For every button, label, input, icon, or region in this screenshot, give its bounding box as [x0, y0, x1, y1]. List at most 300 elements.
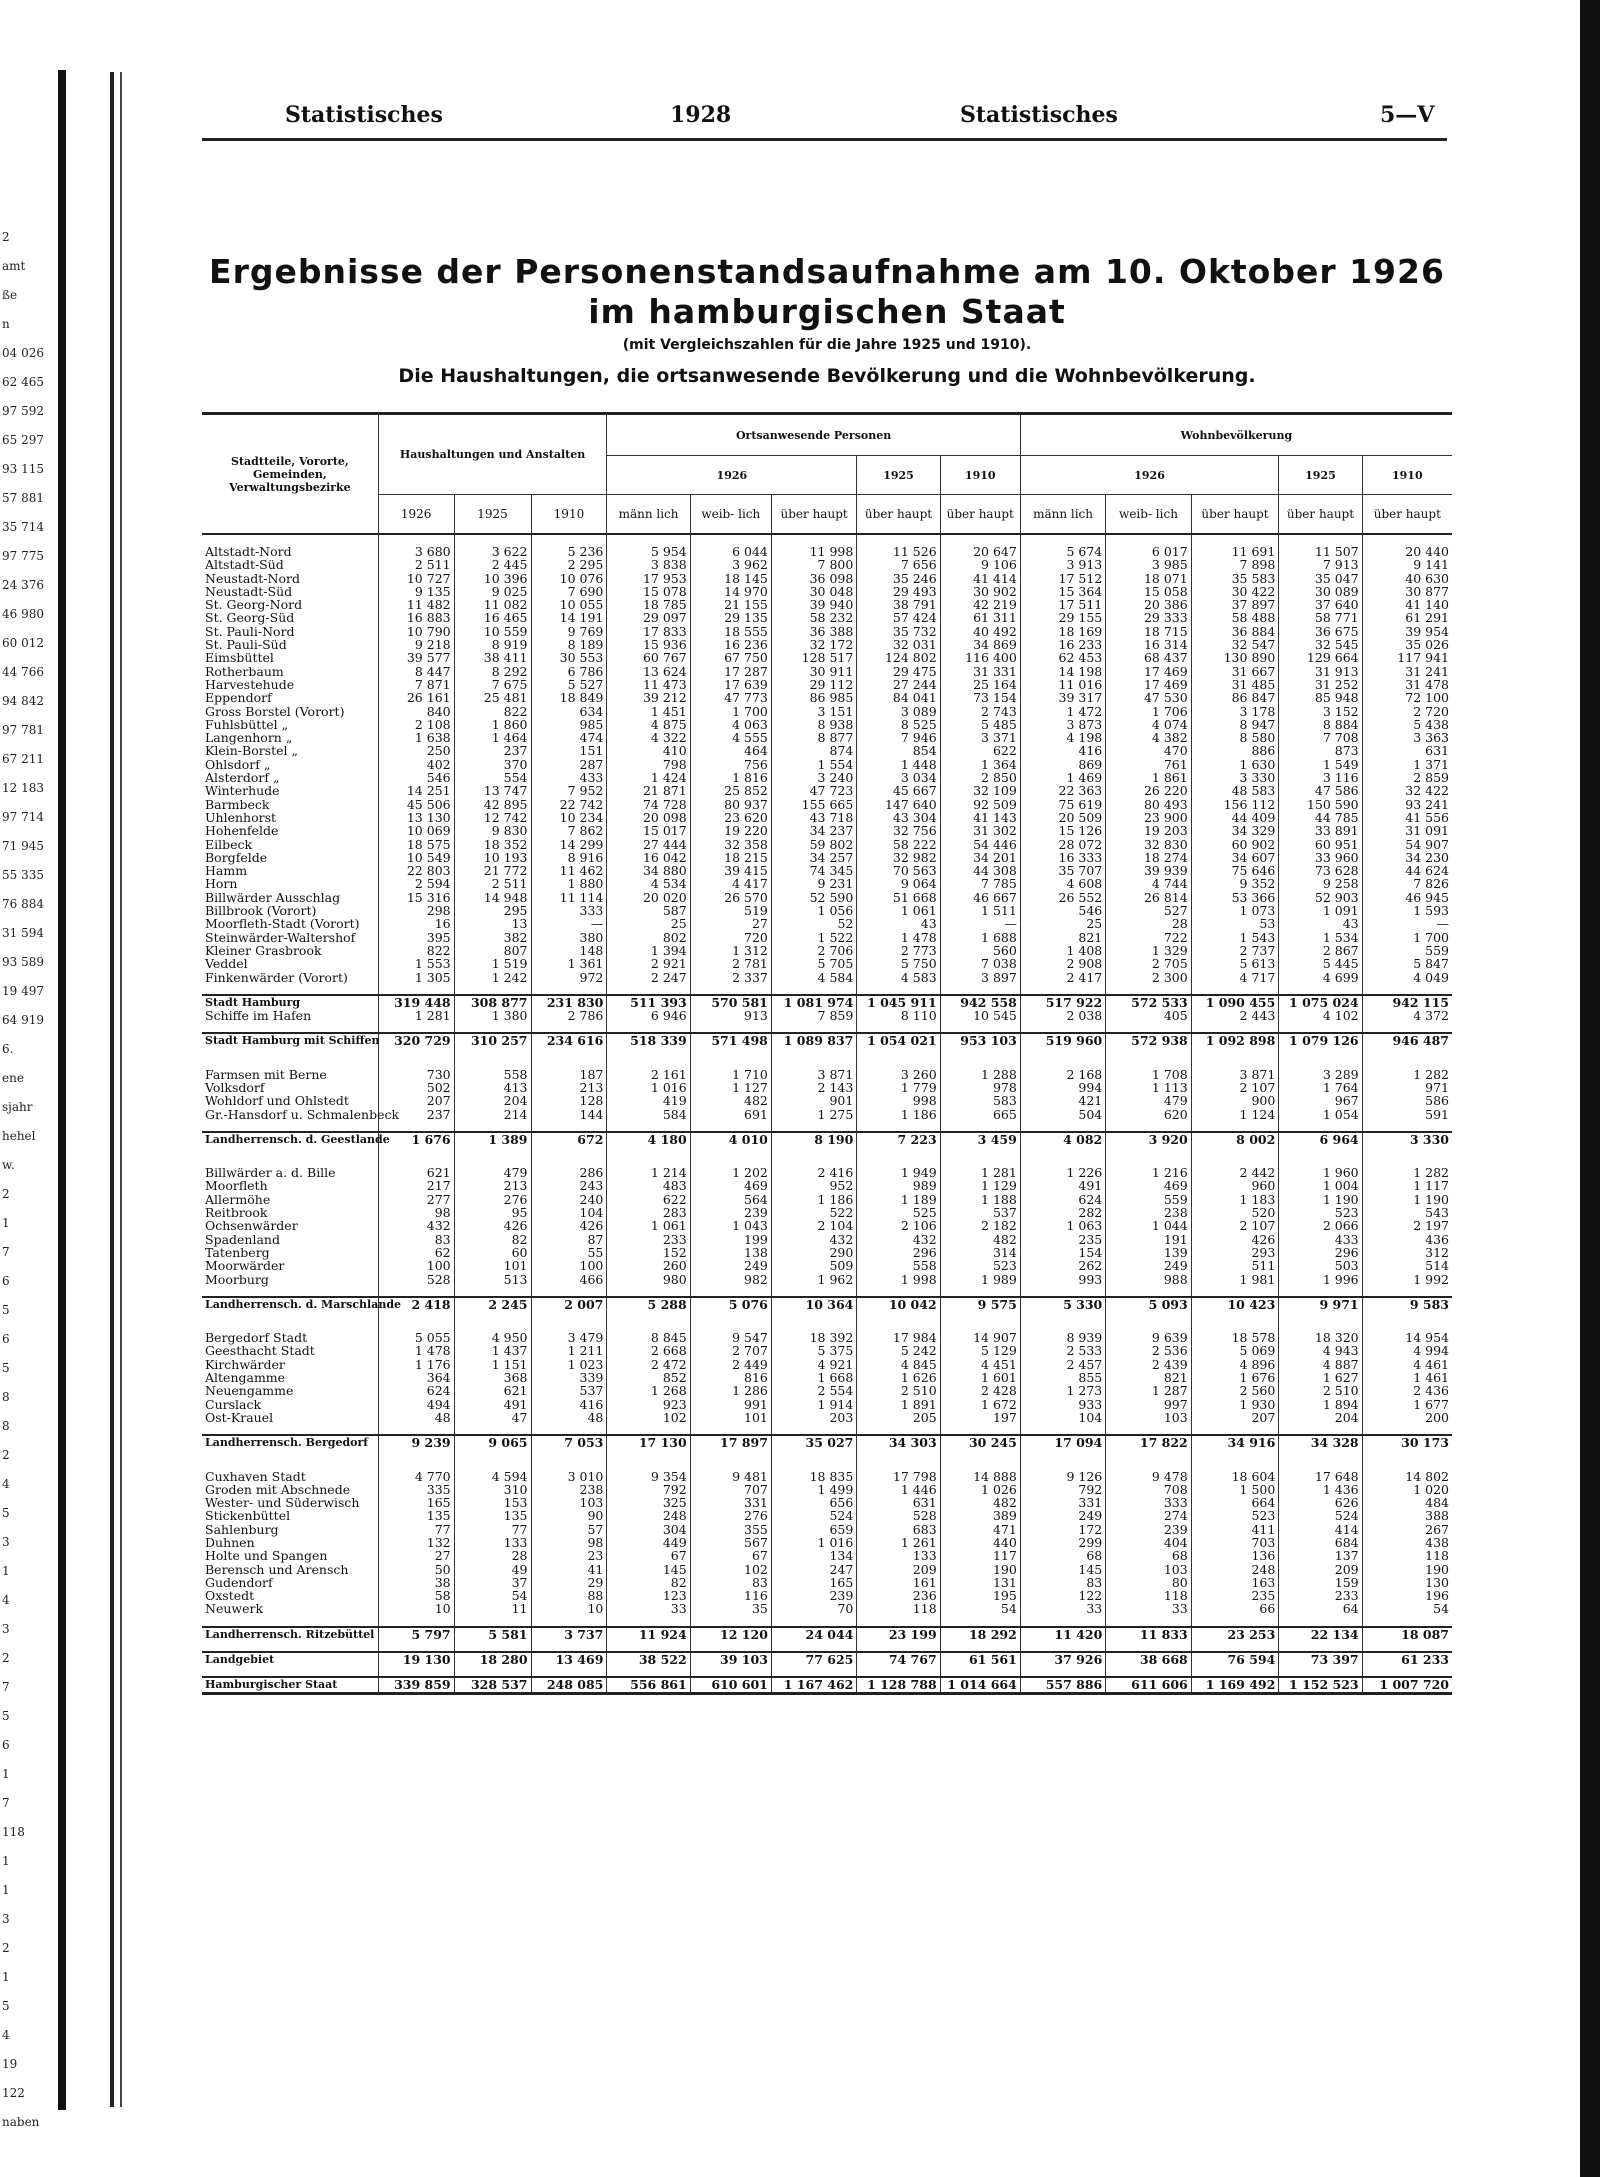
table-cell: 19 203: [1106, 824, 1191, 837]
table-row: [202, 931, 1452, 944]
table-cell: 1 190: [1279, 1193, 1362, 1206]
table-cell: 128 517: [771, 651, 856, 664]
table-cell: 4 382: [1106, 731, 1191, 744]
spacer-row: [202, 1022, 1452, 1033]
table-cell: 691: [690, 1108, 771, 1121]
table-cell: 622: [940, 744, 1020, 757]
table-cell: 29 493: [857, 585, 940, 598]
table-cell: 29 097: [607, 611, 690, 624]
header-left: Statistisches: [285, 102, 443, 128]
table-cell: 2 247: [607, 971, 690, 984]
row-label: Allermöhe: [205, 1191, 271, 1207]
table-cell: 236: [857, 1589, 940, 1602]
row-label: Stadt Hamburg mit Schiffen: [202, 1033, 378, 1047]
table-cell: 172: [1020, 1523, 1105, 1536]
table-cell: 1 549: [1279, 758, 1362, 771]
table-cell: 2 511: [378, 558, 454, 571]
row-label: Schiffe im Hafen: [205, 1008, 312, 1024]
table-cell: 123: [607, 1589, 690, 1602]
row-label: Farmsen mit Berne: [205, 1066, 327, 1082]
table-cell: 5 375: [771, 1344, 856, 1357]
table-cell: 18 280: [454, 1652, 531, 1666]
table-cell: 34 230: [1362, 851, 1452, 864]
table-cell: 20 386: [1106, 598, 1191, 611]
row-label: Hamburgischer Staat: [202, 1677, 378, 1693]
table-cell: 1 668: [771, 1371, 856, 1384]
row-label: Groden mit Abschnede: [205, 1481, 351, 1497]
row-label: Kleiner Grasbrook: [205, 942, 322, 958]
table-cell: 997: [1106, 1398, 1191, 1411]
table-cell: 32 358: [690, 838, 771, 851]
table-cell: 1 437: [454, 1344, 531, 1357]
table-cell: 1 710: [690, 1068, 771, 1081]
table-cell: 1 305: [378, 971, 454, 984]
table-cell: 886: [1191, 744, 1279, 757]
table-cell: 16 236: [690, 638, 771, 651]
table-cell: 16: [378, 917, 454, 930]
table-cell: 7 871: [378, 678, 454, 691]
table-cell: 2 850: [940, 771, 1020, 784]
header-right: Statistisches: [960, 102, 1118, 128]
table-cell: 138: [690, 1246, 771, 1259]
table-cell: 131: [940, 1576, 1020, 1589]
table-cell: 47 773: [690, 691, 771, 704]
row-label: Gross Borstel (Vorort): [205, 703, 345, 719]
header-wohn-1910-ueberhaupt: über haupt: [1362, 495, 1452, 535]
table-row: [202, 1411, 1452, 1424]
table-cell: 2 295: [531, 558, 607, 571]
row-label: Eimsbüttel: [205, 650, 274, 666]
table-cell: 707: [690, 1483, 771, 1496]
table-cell: 10 790: [378, 625, 454, 638]
table-cell: 10 055: [531, 598, 607, 611]
row-label: Landherrensch. Bergedorf: [202, 1435, 378, 1449]
table-cell: 1 288: [940, 1068, 1020, 1081]
table-cell: 30 048: [771, 585, 856, 598]
table-cell: 1 464: [454, 731, 531, 744]
table-cell: 9 135: [378, 585, 454, 598]
table-cell: 133: [454, 1536, 531, 1549]
table-cell: 154: [1020, 1246, 1105, 1259]
spacer-row: [202, 1616, 1452, 1627]
table-cell: 1 129: [940, 1179, 1020, 1192]
left-page-fragment: 1: [2, 1767, 10, 1781]
table-cell: 231 830: [531, 995, 607, 1009]
table-cell: 16 233: [1020, 638, 1105, 651]
table-cell: 2 038: [1020, 1009, 1105, 1022]
table-cell: 3 240: [771, 771, 856, 784]
row-label: Oxstedt: [205, 1588, 255, 1604]
title-line-1: Ergebnisse der Personenstandsaufnahme am 10. Oktober 1926: [209, 252, 1445, 291]
table-cell: 1 214: [607, 1166, 690, 1179]
table-cell: 187: [531, 1068, 607, 1081]
table-cell: 1 996: [1279, 1273, 1362, 1286]
table-cell: 2 594: [378, 877, 454, 890]
table-cell: 2 143: [771, 1081, 856, 1094]
page-title: [202, 252, 1452, 332]
table-cell: 798: [607, 758, 690, 771]
table-cell: 1 089 837: [771, 1033, 856, 1047]
table-cell: 1 880: [531, 877, 607, 890]
table-cell: 239: [771, 1589, 856, 1602]
table-row: [202, 705, 1452, 718]
table-cell: 591: [1362, 1108, 1452, 1121]
table-cell: 101: [454, 1259, 531, 1272]
table-cell: 2 707: [690, 1344, 771, 1357]
table-row: [202, 572, 1452, 585]
table-cell: 1 448: [857, 758, 940, 771]
table-cell: 13 469: [531, 1652, 607, 1666]
table-cell: 39 940: [771, 598, 856, 611]
table-cell: 993: [1020, 1273, 1105, 1286]
table-cell: 145: [1020, 1563, 1105, 1576]
total-row-bergedorf: [202, 1435, 1452, 1449]
table-row: [202, 1094, 1452, 1107]
table-cell: 1 014 664: [940, 1677, 1020, 1693]
table-cell: 4 372: [1362, 1009, 1452, 1022]
header-wohn-maennlich: männ lich: [1020, 495, 1105, 535]
left-page-fragment: 2: [2, 1941, 10, 1955]
table-cell: 38 791: [857, 598, 940, 611]
table-cell: 30 911: [771, 665, 856, 678]
table-row: [202, 1496, 1452, 1509]
total-row-hamburgischer-staat: [202, 1677, 1452, 1693]
table-cell: 26 161: [378, 691, 454, 704]
table-cell: 54: [1362, 1602, 1452, 1615]
table-cell: 130: [1362, 1576, 1452, 1589]
table-cell: 1 281: [378, 1009, 454, 1022]
header-wohn-weiblich: weib- lich: [1106, 495, 1191, 535]
table-cell: 9 126: [1020, 1470, 1105, 1483]
table-cell: 64: [1279, 1602, 1362, 1615]
table-cell: 22 134: [1279, 1627, 1362, 1641]
table-cell: 14 907: [940, 1331, 1020, 1344]
table-cell: 21 871: [607, 784, 690, 797]
table-cell: 27: [690, 917, 771, 930]
table-cell: 1 861: [1106, 771, 1191, 784]
table-row: [202, 824, 1452, 837]
left-page-fragment: 65 297: [2, 433, 44, 447]
table-cell: 1 054: [1279, 1108, 1362, 1121]
table-row: [202, 1576, 1452, 1589]
table-cell: 25 164: [940, 678, 1020, 691]
table-cell: 3 871: [1191, 1068, 1279, 1081]
table-cell: 10 559: [454, 625, 531, 638]
row-label: Moorfleth: [205, 1178, 268, 1194]
table-cell: 22 742: [531, 798, 607, 811]
table-cell: 13 624: [607, 665, 690, 678]
row-label: St. Pauli-Süd: [205, 637, 287, 653]
table-cell: 4 875: [607, 718, 690, 731]
table-cell: 39 317: [1020, 691, 1105, 704]
table-cell: 103: [1106, 1411, 1191, 1424]
left-page-fragment: 19: [2, 2057, 18, 2071]
table-cell: 1 045 911: [857, 995, 940, 1009]
table-cell: 40 492: [940, 625, 1020, 638]
table-cell: 86 847: [1191, 691, 1279, 704]
table-cell: 933: [1020, 1398, 1105, 1411]
table-cell: 26 814: [1106, 891, 1191, 904]
table-cell: 523: [1279, 1206, 1362, 1219]
table-cell: 3 116: [1279, 771, 1362, 784]
table-row: [202, 784, 1452, 797]
table-row: [202, 1179, 1452, 1192]
row-label: Gudendorf: [205, 1574, 273, 1590]
table-row: [202, 558, 1452, 571]
table-cell: 205: [857, 1411, 940, 1424]
table-cell: 53 366: [1191, 891, 1279, 904]
table-cell: 621: [378, 1166, 454, 1179]
table-cell: 39 212: [607, 691, 690, 704]
table-cell: 32 109: [940, 784, 1020, 797]
table-cell: 494: [378, 1398, 454, 1411]
table-cell: 18 575: [378, 838, 454, 851]
top-margin: [0, 0, 1600, 48]
table-row: [202, 1589, 1452, 1602]
table-cell: 708: [1106, 1483, 1191, 1496]
left-page-fragment: 8: [2, 1419, 10, 1433]
table-cell: 39 577: [378, 651, 454, 664]
table-cell: 42 219: [940, 598, 1020, 611]
table-cell: 584: [607, 1108, 690, 1121]
table-cell: 30 553: [531, 651, 607, 664]
table-cell: 509: [771, 1259, 856, 1272]
table-cell: 35 246: [857, 572, 940, 585]
table-cell: 73 154: [940, 691, 1020, 704]
table-cell: 438: [1362, 1536, 1452, 1549]
row-label: Reitbrook: [205, 1205, 268, 1221]
table-cell: 656: [771, 1496, 856, 1509]
left-page-fragment: ene: [2, 1071, 24, 1085]
table-cell: 37 926: [1020, 1652, 1105, 1666]
table-cell: 1 190: [1362, 1193, 1452, 1206]
table-cell: 80 937: [690, 798, 771, 811]
table-cell: 36 884: [1191, 625, 1279, 638]
table-cell: 874: [771, 744, 856, 757]
table-cell: 76 594: [1191, 1652, 1279, 1666]
table-cell: 900: [1191, 1094, 1279, 1107]
table-cell: 33: [1106, 1602, 1191, 1615]
table-cell: 34 257: [771, 851, 856, 864]
table-cell: 20 647: [940, 545, 1020, 558]
table-cell: 2 107: [1191, 1081, 1279, 1094]
table-cell: 994: [1020, 1081, 1105, 1094]
table-cell: 18 578: [1191, 1331, 1279, 1344]
table-cell: 41 556: [1362, 811, 1452, 824]
table-cell: 1 090 455: [1191, 995, 1279, 1009]
header-orts-1925: 1925: [857, 456, 940, 495]
row-label: Veddel: [205, 956, 248, 972]
row-label: Eilbeck: [205, 836, 253, 852]
table-cell: 7 785: [940, 877, 1020, 890]
table-cell: 32 982: [857, 851, 940, 864]
table-cell: 9 769: [531, 625, 607, 638]
table-cell: 998: [857, 1094, 940, 1107]
left-page-fragment: 2: [2, 1187, 10, 1201]
table-cell: 9 218: [378, 638, 454, 651]
table-cell: 48: [378, 1411, 454, 1424]
table-cell: 214: [454, 1108, 531, 1121]
table-row: [202, 904, 1452, 917]
table-cell: 482: [940, 1496, 1020, 1509]
table-cell: 4 198: [1020, 731, 1105, 744]
table-cell: 331: [690, 1496, 771, 1509]
row-label: Billwärder Ausschlag: [205, 889, 341, 905]
row-label: Kirchwärder: [205, 1356, 285, 1372]
table-cell: 3 873: [1020, 718, 1105, 731]
table-cell: 103: [1106, 1563, 1191, 1576]
row-label: Bergedorf Stadt: [205, 1330, 308, 1346]
table-cell: 570 581: [690, 995, 771, 1009]
table-cell: 1 519: [454, 957, 531, 970]
section-title: Die Haushaltungen, die ortsanwesende Bevölkerung und die Wohnbevölkerung.: [398, 365, 1256, 387]
table-cell: 4 921: [771, 1358, 856, 1371]
table-cell: 308 877: [454, 995, 531, 1009]
table-cell: 1 894: [1279, 1398, 1362, 1411]
table-cell: 310: [454, 1483, 531, 1496]
table-cell: 355: [690, 1523, 771, 1536]
table-cell: 2 859: [1362, 771, 1452, 784]
table-row: [202, 917, 1452, 930]
table-cell: 684: [1279, 1536, 1362, 1549]
table-row: [202, 798, 1452, 811]
table-cell: 16 333: [1020, 851, 1105, 864]
table-cell: 1 676: [378, 1132, 454, 1146]
table-cell: 51 668: [857, 891, 940, 904]
table-cell: 68 437: [1106, 651, 1191, 664]
table-cell: 1 282: [1362, 1068, 1452, 1081]
table-cell: 67 750: [690, 651, 771, 664]
table-cell: 197: [940, 1411, 1020, 1424]
left-page-fragment: 44 766: [2, 665, 44, 679]
table-cell: 18 274: [1106, 851, 1191, 864]
table-cell: 816: [690, 1371, 771, 1384]
table-cell: 3 985: [1106, 558, 1191, 571]
table-row: [202, 691, 1452, 704]
table-cell: 432: [378, 1219, 454, 1232]
table-cell: 1 124: [1191, 1108, 1279, 1121]
table-cell: 11 462: [531, 864, 607, 877]
table-cell: 21 155: [690, 598, 771, 611]
table-cell: 8 190: [771, 1132, 856, 1146]
table-cell: 469: [1106, 1179, 1191, 1192]
table-cell: 128: [531, 1094, 607, 1107]
table-cell: 572 938: [1106, 1033, 1191, 1047]
table-cell: 484: [1362, 1496, 1452, 1509]
table-cell: 7 800: [771, 558, 856, 571]
table-row: [202, 598, 1452, 611]
table-cell: 523: [940, 1259, 1020, 1272]
table-cell: 1 627: [1279, 1371, 1362, 1384]
row-label: Billwärder a. d. Bille: [205, 1165, 336, 1181]
table-cell: 35: [690, 1602, 771, 1615]
left-page-fragment: 1: [2, 1216, 10, 1230]
header-ortsanwesende: Ortsanwesende Personen: [607, 414, 1020, 456]
table-cell: 1 275: [771, 1108, 856, 1121]
header-orts-1910-ueberhaupt: über haupt: [940, 495, 1020, 535]
table-cell: 4 896: [1191, 1358, 1279, 1371]
table-cell: 139: [1106, 1246, 1191, 1259]
table-cell: 73 628: [1279, 864, 1362, 877]
table-cell: 17 953: [607, 572, 690, 585]
table-row: [202, 851, 1452, 864]
left-page-fragment: 2: [2, 1448, 10, 1462]
table-cell: 5 236: [531, 545, 607, 558]
table-cell: 75 646: [1191, 864, 1279, 877]
table-cell: 988: [1106, 1273, 1191, 1286]
table-cell: 248: [607, 1509, 690, 1522]
table-cell: 1 061: [857, 904, 940, 917]
row-label: Eppendorf: [205, 690, 272, 706]
table-cell: 235: [1020, 1233, 1105, 1246]
table-cell: 32 756: [857, 824, 940, 837]
table-cell: 190: [940, 1563, 1020, 1576]
left-page-fragment: 93 115: [2, 462, 44, 476]
left-page-fragment: 76 884: [2, 897, 44, 911]
table-cell: 7 656: [857, 558, 940, 571]
header-wohn-1926: 1926: [1020, 456, 1279, 495]
table-cell: 1 361: [531, 957, 607, 970]
table-cell: 24 044: [771, 1627, 856, 1641]
table-row: [202, 1331, 1452, 1344]
table-cell: 470: [1106, 744, 1191, 757]
table-cell: 2 443: [1191, 1009, 1279, 1022]
row-label: Altstadt-Nord: [205, 544, 292, 559]
table-cell: 3 151: [771, 705, 856, 718]
table-cell: 610 601: [690, 1677, 771, 1693]
left-page-fragment: w.: [2, 1158, 15, 1172]
total-row-ritzebuettel: [202, 1627, 1452, 1641]
table-cell: 85 948: [1279, 691, 1362, 704]
table-cell: 47 530: [1106, 691, 1191, 704]
table-row: [202, 1344, 1452, 1357]
table-cell: 1 043: [690, 1219, 771, 1232]
table-row: [202, 1081, 1452, 1094]
table-cell: 9 239: [378, 1435, 454, 1449]
left-page-fragment: 3: [2, 1622, 10, 1636]
table-cell: 953 103: [940, 1033, 1020, 1047]
row-label: Landherrensch. d. Geestlande: [202, 1132, 378, 1146]
table-cell: 520: [1191, 1206, 1279, 1219]
left-page-fragment: 97 592: [2, 404, 44, 418]
table-cell: 2 007: [531, 1297, 607, 1311]
table-cell: 58 488: [1191, 611, 1279, 624]
table-cell: 31 485: [1191, 678, 1279, 691]
table-cell: 150 590: [1279, 798, 1362, 811]
table-cell: 17 469: [1106, 678, 1191, 691]
table-cell: 720: [690, 931, 771, 944]
header-wohn-ueberhaupt: über haupt: [1191, 495, 1279, 535]
table-cell: 2 472: [607, 1358, 690, 1371]
table-cell: 822: [454, 705, 531, 718]
table-cell: 320 729: [378, 1033, 454, 1047]
table-row: [202, 1259, 1452, 1272]
table-cell: 380: [531, 931, 607, 944]
table-cell: 17 984: [857, 1331, 940, 1344]
table-cell: 822: [378, 944, 454, 957]
table-cell: 18 169: [1020, 625, 1105, 638]
page-number: 5—V: [1380, 102, 1435, 128]
table-cell: 83: [690, 1576, 771, 1589]
table-cell: 41: [531, 1563, 607, 1576]
table-cell: 328 537: [454, 1677, 531, 1693]
table-row: [202, 1219, 1452, 1232]
table-cell: 543: [1362, 1206, 1452, 1219]
table-cell: 7 952: [531, 784, 607, 797]
table-cell: 130 890: [1191, 651, 1279, 664]
running-header: [200, 102, 1450, 126]
table-cell: 1 499: [771, 1483, 856, 1496]
